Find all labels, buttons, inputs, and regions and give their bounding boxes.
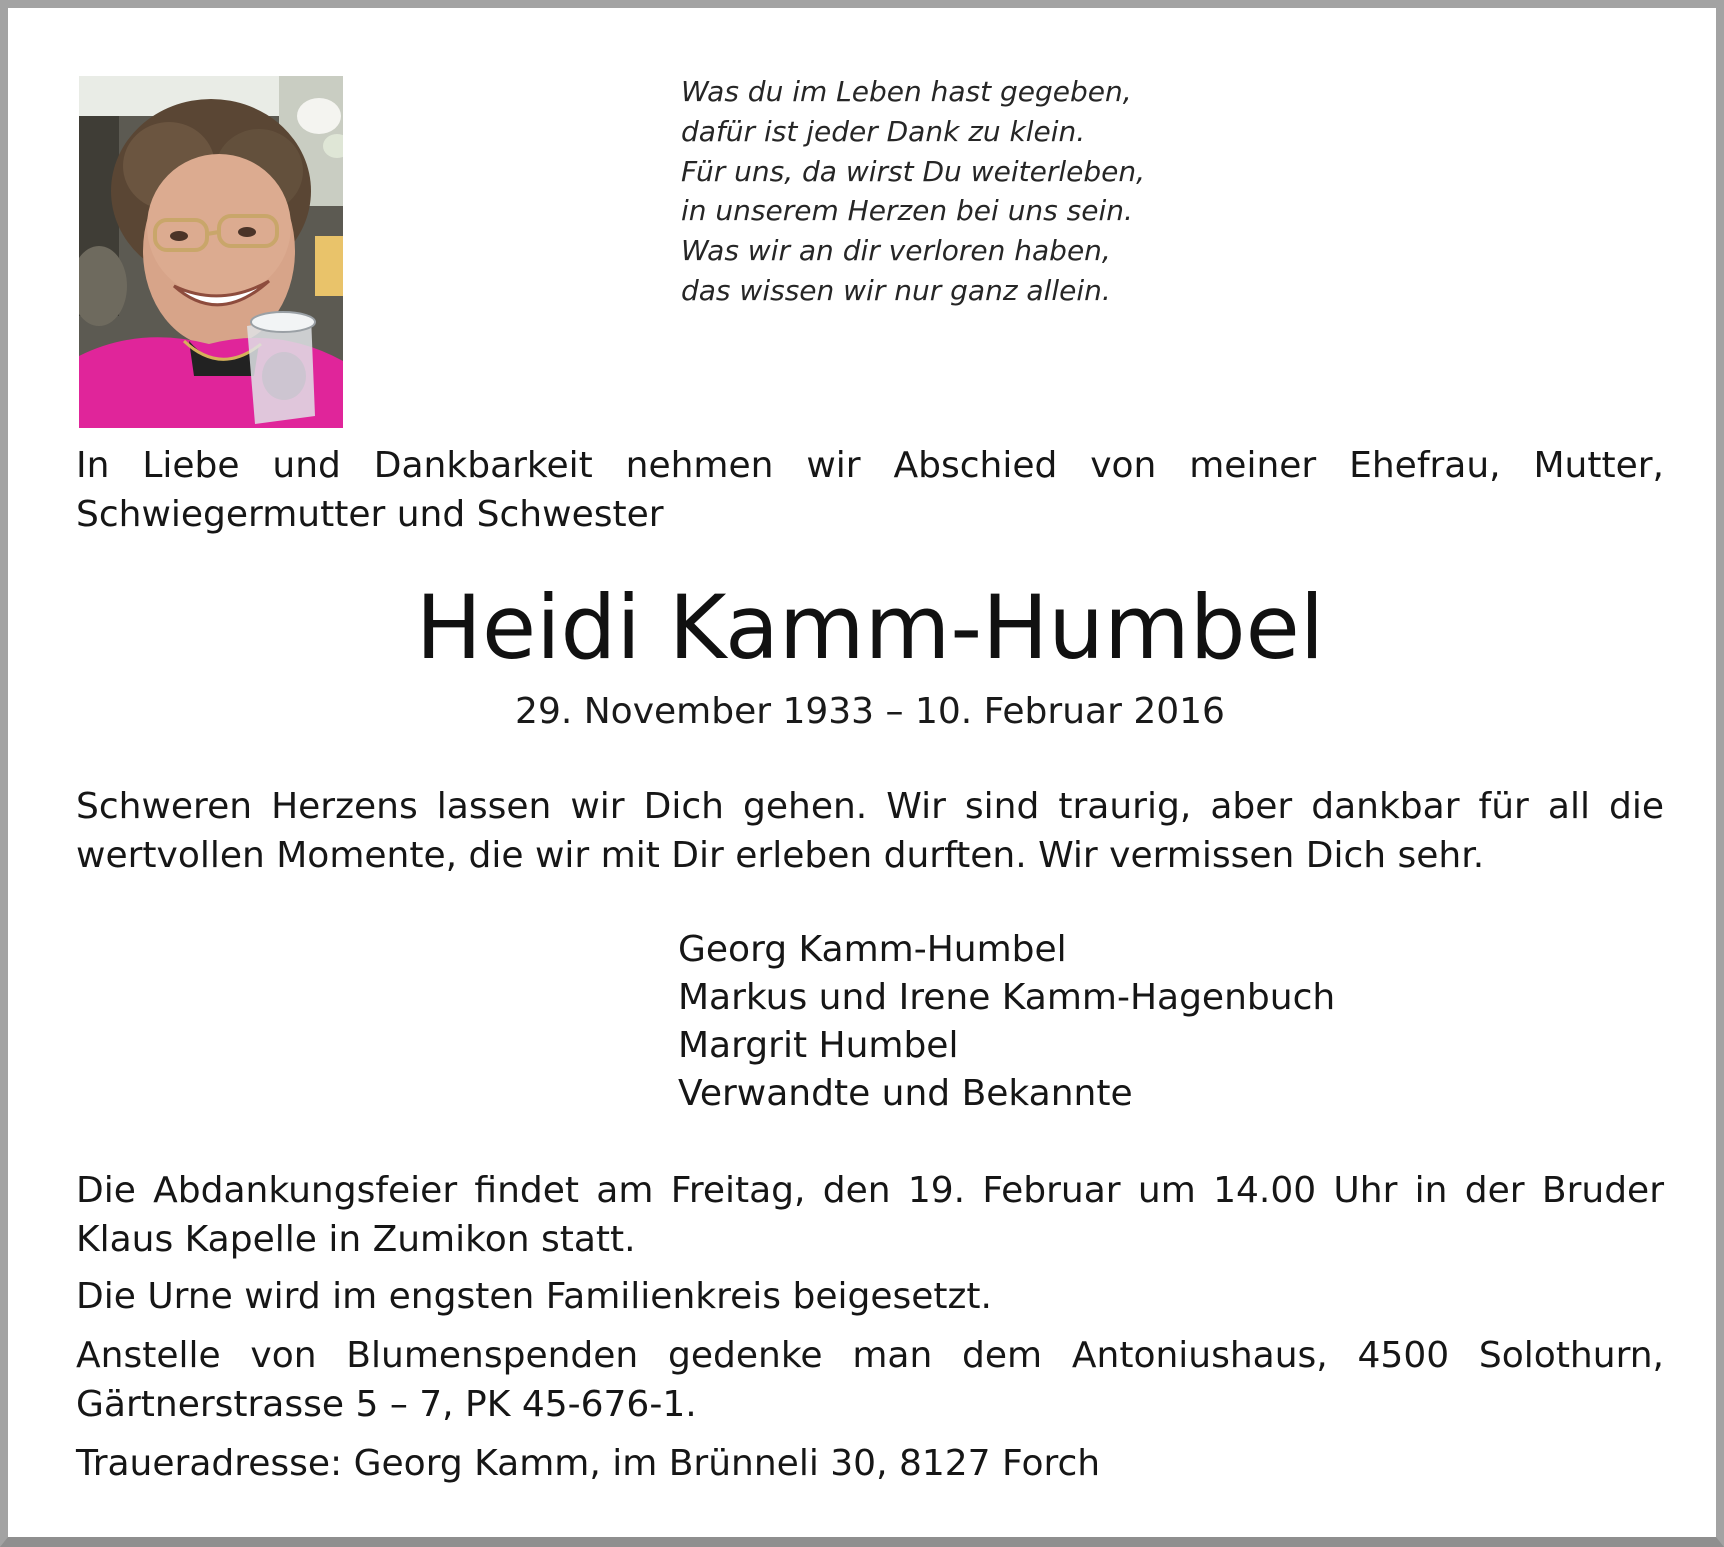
mourner: Verwandte und Bekannte [678,1073,1133,1114]
donation-notice: Anstelle von Blumenspenden gedenke man dem Antoniushaus, 4500 Solothurn, Gärtnerstrasse 5 – 7, PK 45-676-1. [76,1335,1664,1425]
ceremony-notice: Die Abdankungsfeier findet am Freitag, den 19. Februar um 14.00 Uhr in der Bruder Klaus Kapelle in Zumikon statt. [76,1170,1664,1260]
poem-line: in unserem Herzen bei uns sein. [681,194,1133,228]
mourner: Markus und Irene Kamm-Hagenbuch [678,977,1336,1018]
poem [681,72,1145,311]
poem-line: das wissen wir nur ganz allein. [681,273,1111,307]
urn-notice: Die Urne wird im engsten Familienkreis beigesetzt. [76,1276,992,1317]
farewell-message: Schweren Herzens lassen wir Dich gehen. Wir sind traurig, aber dankbar für all die wertvollen Momente, die wir mit Dir erleben durften. Wir vermissen Dich sehr. [76,786,1664,876]
poem-line: Für uns, da wirst Du weiterleben, [681,154,1145,188]
life-dates: 29. November 1933 – 10. Februar 2016 [515,691,1225,732]
portrait-illustration [79,76,343,428]
mourners-list [678,926,1335,1118]
mourner: Georg Kamm-Humbel [678,929,1067,970]
poem-line: Was wir an dir verloren haben, [681,234,1111,268]
mourning-address: Traueradresse: Georg Kamm, im Brünneli 30, 8127 Forch [76,1443,1101,1484]
deceased-name: Heidi Kamm-Humbel [415,576,1325,679]
portrait-photo [79,76,343,428]
poem-line: Was du im Leben hast gegeben, [681,75,1132,108]
poem-line: dafür ist jeder Dank zu klein. [681,114,1086,148]
intro-text: In Liebe und Dankbarkeit nehmen wir Abschied von meiner Ehefrau, Mutter, Schwiegermutter und Schwester [76,445,1664,535]
mourner: Margrit Humbel [678,1025,959,1066]
